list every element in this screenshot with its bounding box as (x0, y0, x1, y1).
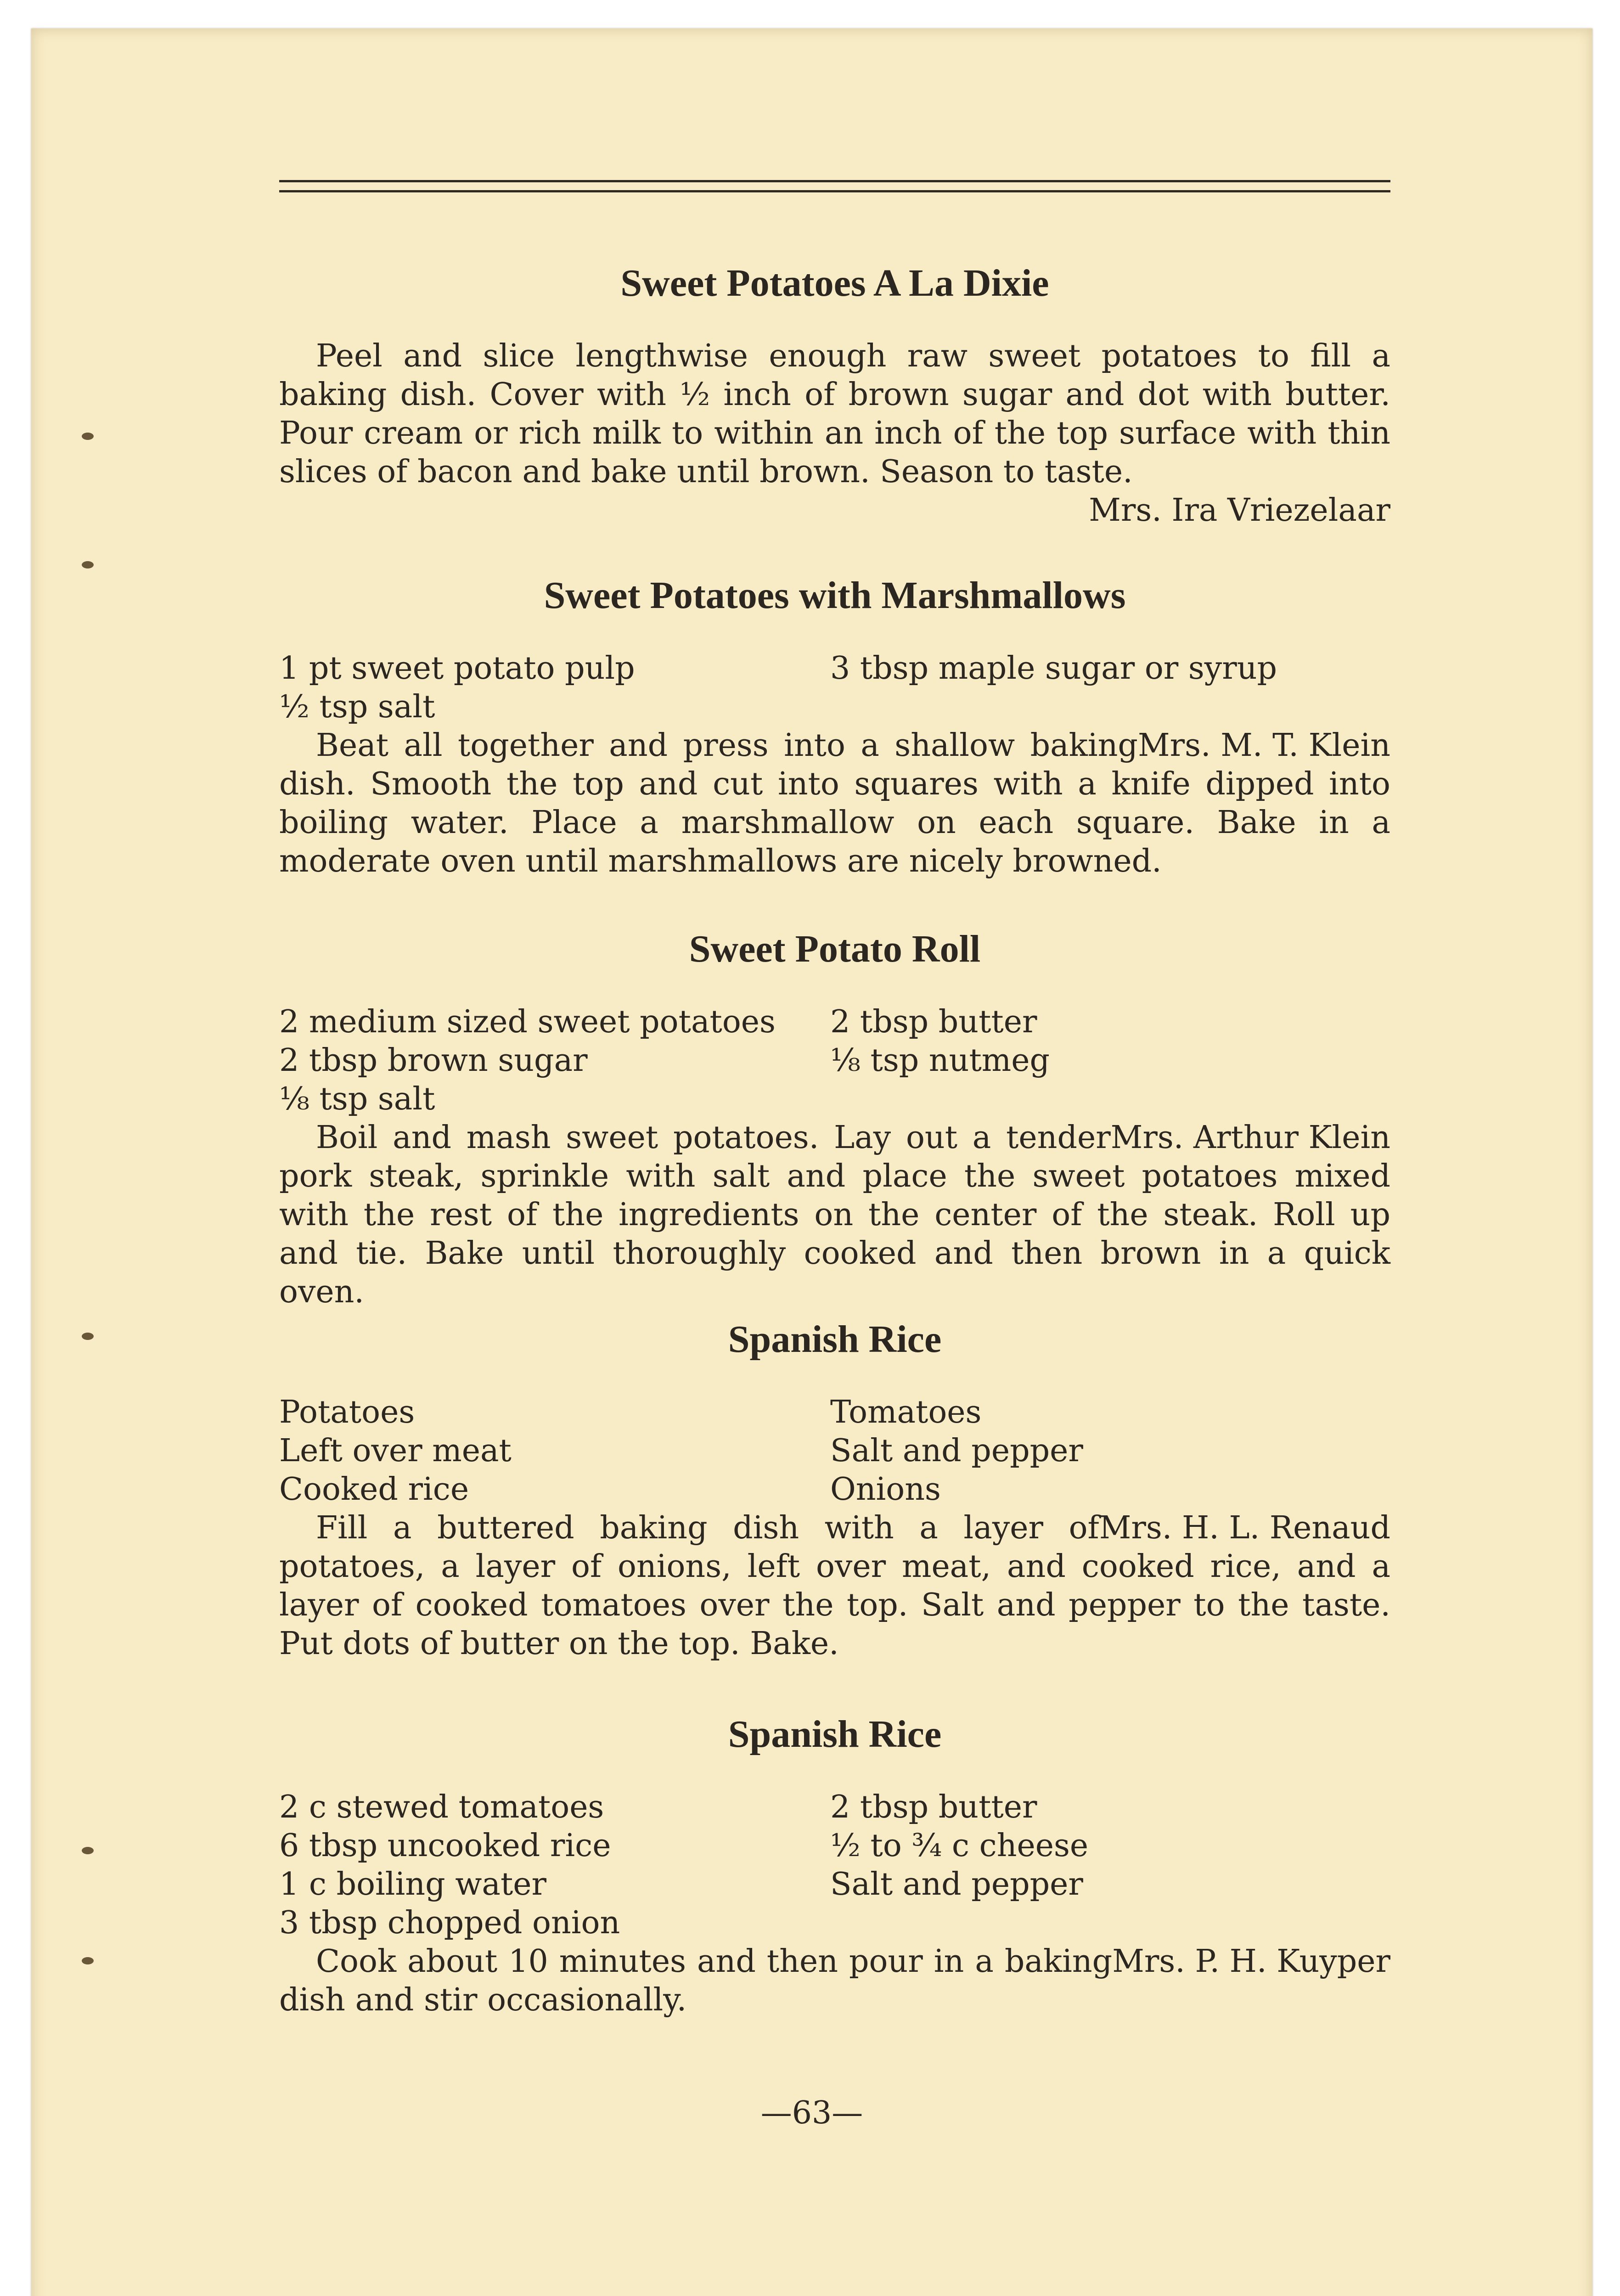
recipe (279, 570, 1390, 924)
ingredient: ½ to ¾ c cheese (830, 1828, 1089, 1864)
recipe-title: Spanish Rice (728, 1318, 942, 1361)
recipe-contributor: Mrs. P. H. Kuyper (1112, 1943, 1390, 1980)
ingredient: Left over meat (279, 1433, 512, 1469)
header-rule-top (279, 180, 1390, 182)
recipe-title: Sweet Potatoes A La Dixie (620, 262, 1049, 304)
ingredient: 3 tbsp maple sugar or syrup (830, 650, 1277, 687)
ingredient: 2 tbsp brown sugar (279, 1042, 588, 1079)
recipe-title: Sweet Potatoes with Marshmallows (544, 574, 1126, 617)
ingredient: Onions (830, 1471, 941, 1508)
ingredient: 2 tbsp butter (830, 1004, 1037, 1040)
ingredient: 2 tbsp butter (830, 1789, 1037, 1825)
recipe (279, 1709, 1390, 2031)
recipe-directions: Mrs. H. L. Renaud Fill a buttered baking dish with a layer of potatoes, a layer of onions, left over meat, and cooked rice, and a layer of cooked tomatoes over the top. Salt and pepper to the taste. Put dots of butter on the top. Bake. (279, 1510, 1390, 1662)
binding-hole (82, 561, 94, 568)
ingredient: 3 tbsp chopped onion (279, 1905, 620, 1941)
ingredient: 6 tbsp uncooked rice (279, 1828, 611, 1864)
recipe-list (279, 258, 1390, 2031)
recipe (279, 258, 1390, 570)
ingredient: 2 c stewed tomatoes (279, 1789, 604, 1825)
ingredient: ⅛ tsp salt (279, 1081, 435, 1117)
ingredient-list (279, 649, 1390, 726)
ingredient: Salt and pepper (830, 1433, 1083, 1469)
ingredient: 2 medium sized sweet potatoes (279, 1004, 776, 1040)
ingredient-list (279, 1393, 1390, 1509)
recipe-directions: Mrs. P. H. Kuyper Cook about 10 minutes and then pour in a baking dish and stir occasionally. (279, 1943, 1390, 2018)
recipe-directions: Peel and slice lengthwise enough raw sweet potatoes to fill a baking dish. Cover with ½ inch of brown sugar and dot with butter. Pour cream or rich milk to within an inch of the top surface with thin slices of bacon and bake until brown. Season to taste. (279, 338, 1390, 490)
recipe-contributor: Mrs. M. T. Klein (1137, 727, 1390, 764)
ingredient: 1 pt sweet potato pulp (279, 650, 635, 687)
header-rule-bottom (279, 190, 1390, 192)
page-number: —63— (760, 2095, 863, 2131)
recipe-directions: Mrs. Arthur Klein Boil and mash sweet potatoes. Lay out a tender pork steak, sprinkle with salt and place the sweet potatoes mixed with the rest of the ingredients on the center of the steak. Roll up and tie. Bake until thoroughly cooked and then brown in a quick oven. (279, 1120, 1390, 1310)
recipe-contributor: Mrs. H. L. Renaud (1099, 1510, 1390, 1546)
ingredient-list (279, 1788, 1390, 1942)
ingredient: Salt and pepper (830, 1866, 1083, 1902)
binding-hole (82, 1957, 94, 1964)
recipe (279, 1314, 1390, 1709)
recipe-title: Spanish Rice (728, 1713, 942, 1756)
ingredient: ½ tsp salt (279, 689, 435, 725)
recipe-contributor: Mrs. Arthur Klein (1110, 1120, 1390, 1156)
ingredient: Tomatoes (830, 1394, 982, 1430)
recipe-title: Sweet Potato Roll (689, 928, 981, 970)
ingredient-list (279, 1003, 1390, 1119)
cookbook-page (31, 28, 1592, 2296)
ingredient: 1 c boiling water (279, 1866, 547, 1902)
binding-hole (82, 1847, 94, 1854)
recipe (279, 924, 1390, 1314)
binding-hole (82, 1333, 94, 1340)
recipe-directions: Mrs. M. T. Klein Beat all together and press into a shallow baking dish. Smooth the top and cut into squares with a knife dipped into boiling water. Place a marshmallow on each square. Bake in a moderate oven until marshmallows are nicely browned. (279, 727, 1390, 879)
ingredient: Cooked rice (279, 1471, 469, 1508)
binding-hole (82, 433, 94, 440)
ingredient: ⅛ tsp nutmeg (830, 1042, 1050, 1079)
recipe-contributor: Mrs. Ira Vriezelaar (1089, 492, 1390, 529)
ingredient: Potatoes (279, 1394, 415, 1430)
